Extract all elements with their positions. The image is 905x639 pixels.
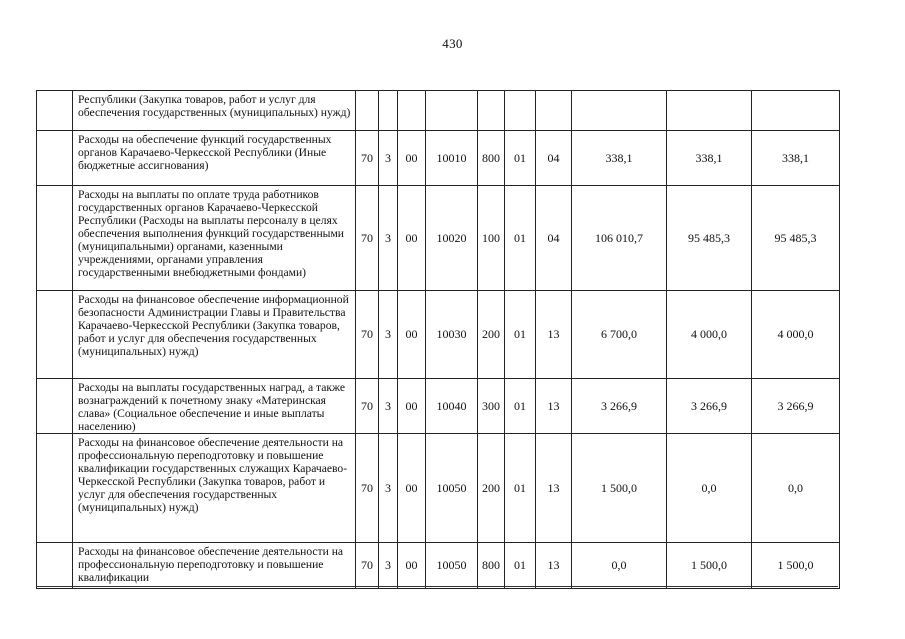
code-cell: 10010 [426, 131, 478, 186]
table-row [37, 434, 840, 543]
code-cell: 10030 [426, 291, 478, 379]
table-row [37, 131, 840, 186]
amount-1-cell: 0,0 [572, 543, 667, 589]
direction-cell: 00 [398, 186, 426, 291]
pr-cell: 04 [536, 131, 572, 186]
program-cell [356, 91, 379, 131]
table-body [37, 91, 840, 589]
amount-2-cell: 95 485,3 [667, 186, 752, 291]
amount-1-cell: 3 266,9 [572, 379, 667, 434]
subprogram-cell: 3 [379, 291, 398, 379]
budget-table [36, 90, 840, 589]
pr-cell: 13 [536, 291, 572, 379]
program-cell: 70 [356, 131, 379, 186]
row-number-cell [37, 186, 73, 291]
program-cell: 70 [356, 186, 379, 291]
code-cell: 10020 [426, 186, 478, 291]
amount-3-cell: 1 500,0 [752, 543, 840, 589]
pr-cell: 13 [536, 434, 572, 543]
rz-cell: 01 [505, 131, 536, 186]
vr-cell [478, 91, 505, 131]
amount-2-cell: 3 266,9 [667, 379, 752, 434]
amount-3-cell: 0,0 [752, 434, 840, 543]
row-number-cell [37, 91, 73, 131]
row-number-cell [37, 131, 73, 186]
program-cell: 70 [356, 543, 379, 589]
amount-2-cell [667, 91, 752, 131]
vr-cell: 800 [478, 131, 505, 186]
row-number-cell [37, 434, 73, 543]
rz-cell: 01 [505, 434, 536, 543]
vr-cell: 800 [478, 543, 505, 589]
row-number-cell [37, 379, 73, 434]
amount-2-cell: 4 000,0 [667, 291, 752, 379]
table-bottom-rule [36, 586, 838, 587]
subprogram-cell: 3 [379, 186, 398, 291]
pr-cell: 13 [536, 379, 572, 434]
expense-description-cell: Расходы на финансовое обеспечение деятельности на профессиональную переподготовку и повышение квалификации государственных служащих Карачаево-Черкесской Республики (Закупка товаров, работ и услуг для обеспечения государственных (муниципальных) нужд) [73, 434, 356, 543]
program-cell: 70 [356, 434, 379, 543]
table-row [37, 379, 840, 434]
expense-description-cell: Расходы на выплаты государственных наград, а также вознаграждений к почетному знаку «Материнская слава» (Социальное обеспечение и иные выплаты населению) [73, 379, 356, 434]
subprogram-cell [379, 91, 398, 131]
table-row [37, 91, 840, 131]
table-row [37, 186, 840, 291]
subprogram-cell: 3 [379, 379, 398, 434]
expense-description-cell: Расходы на обеспечение функций государственных органов Карачаево-Черкесской Республики (Иные бюджетные ассигнования) [73, 131, 356, 186]
table-row [37, 543, 840, 589]
direction-cell: 00 [398, 291, 426, 379]
table-row [37, 291, 840, 379]
page-number: 430 [442, 36, 463, 51]
rz-cell [505, 91, 536, 131]
row-number-cell [37, 291, 73, 379]
amount-3-cell: 4 000,0 [752, 291, 840, 379]
amount-1-cell: 106 010,7 [572, 186, 667, 291]
expense-description-cell: Республики (Закупка товаров, работ и услуг для обеспечения государственных (муниципальных) нужд) [73, 91, 356, 131]
direction-cell: 00 [398, 434, 426, 543]
amount-3-cell [752, 91, 840, 131]
expense-description-cell: Расходы на финансовое обеспечение деятельности на профессиональную переподготовку и повышение квалификации [73, 543, 356, 589]
amount-1-cell: 1 500,0 [572, 434, 667, 543]
expense-description-cell: Расходы на финансовое обеспечение информационной безопасности Администрации Главы и Правительства Карачаево-Черкесской Республики (Закупка товаров, работ и услуг для обеспечения государственных (муниципальных) нужд) [73, 291, 356, 379]
amount-3-cell: 3 266,9 [752, 379, 840, 434]
vr-cell: 200 [478, 291, 505, 379]
program-cell: 70 [356, 291, 379, 379]
code-cell: 10050 [426, 434, 478, 543]
row-number-cell [37, 543, 73, 589]
amount-2-cell: 1 500,0 [667, 543, 752, 589]
program-cell: 70 [356, 379, 379, 434]
code-cell: 10040 [426, 379, 478, 434]
code-cell: 10050 [426, 543, 478, 589]
pr-cell [536, 91, 572, 131]
rz-cell: 01 [505, 291, 536, 379]
amount-1-cell: 6 700,0 [572, 291, 667, 379]
amount-2-cell: 0,0 [667, 434, 752, 543]
amount-3-cell: 338,1 [752, 131, 840, 186]
amount-1-cell [572, 91, 667, 131]
amount-3-cell: 95 485,3 [752, 186, 840, 291]
direction-cell: 00 [398, 379, 426, 434]
vr-cell: 100 [478, 186, 505, 291]
direction-cell: 00 [398, 131, 426, 186]
pr-cell: 13 [536, 543, 572, 589]
pr-cell: 04 [536, 186, 572, 291]
subprogram-cell: 3 [379, 543, 398, 589]
subprogram-cell: 3 [379, 434, 398, 543]
amount-2-cell: 338,1 [667, 131, 752, 186]
subprogram-cell: 3 [379, 131, 398, 186]
vr-cell: 300 [478, 379, 505, 434]
vr-cell: 200 [478, 434, 505, 543]
rz-cell: 01 [505, 379, 536, 434]
direction-cell: 00 [398, 543, 426, 589]
code-cell [426, 91, 478, 131]
expense-description-cell: Расходы на выплаты по оплате труда работников государственных органов Карачаево-Черкесской Республики (Расходы на выплаты персоналу в целях обеспечения выполнения функций государственными (муниципальными) органами, казенными учреждениями, органами управления государственными внебюджетными фондами) [73, 186, 356, 291]
rz-cell: 01 [505, 543, 536, 589]
rz-cell: 01 [505, 186, 536, 291]
amount-1-cell: 338,1 [572, 131, 667, 186]
direction-cell [398, 91, 426, 131]
